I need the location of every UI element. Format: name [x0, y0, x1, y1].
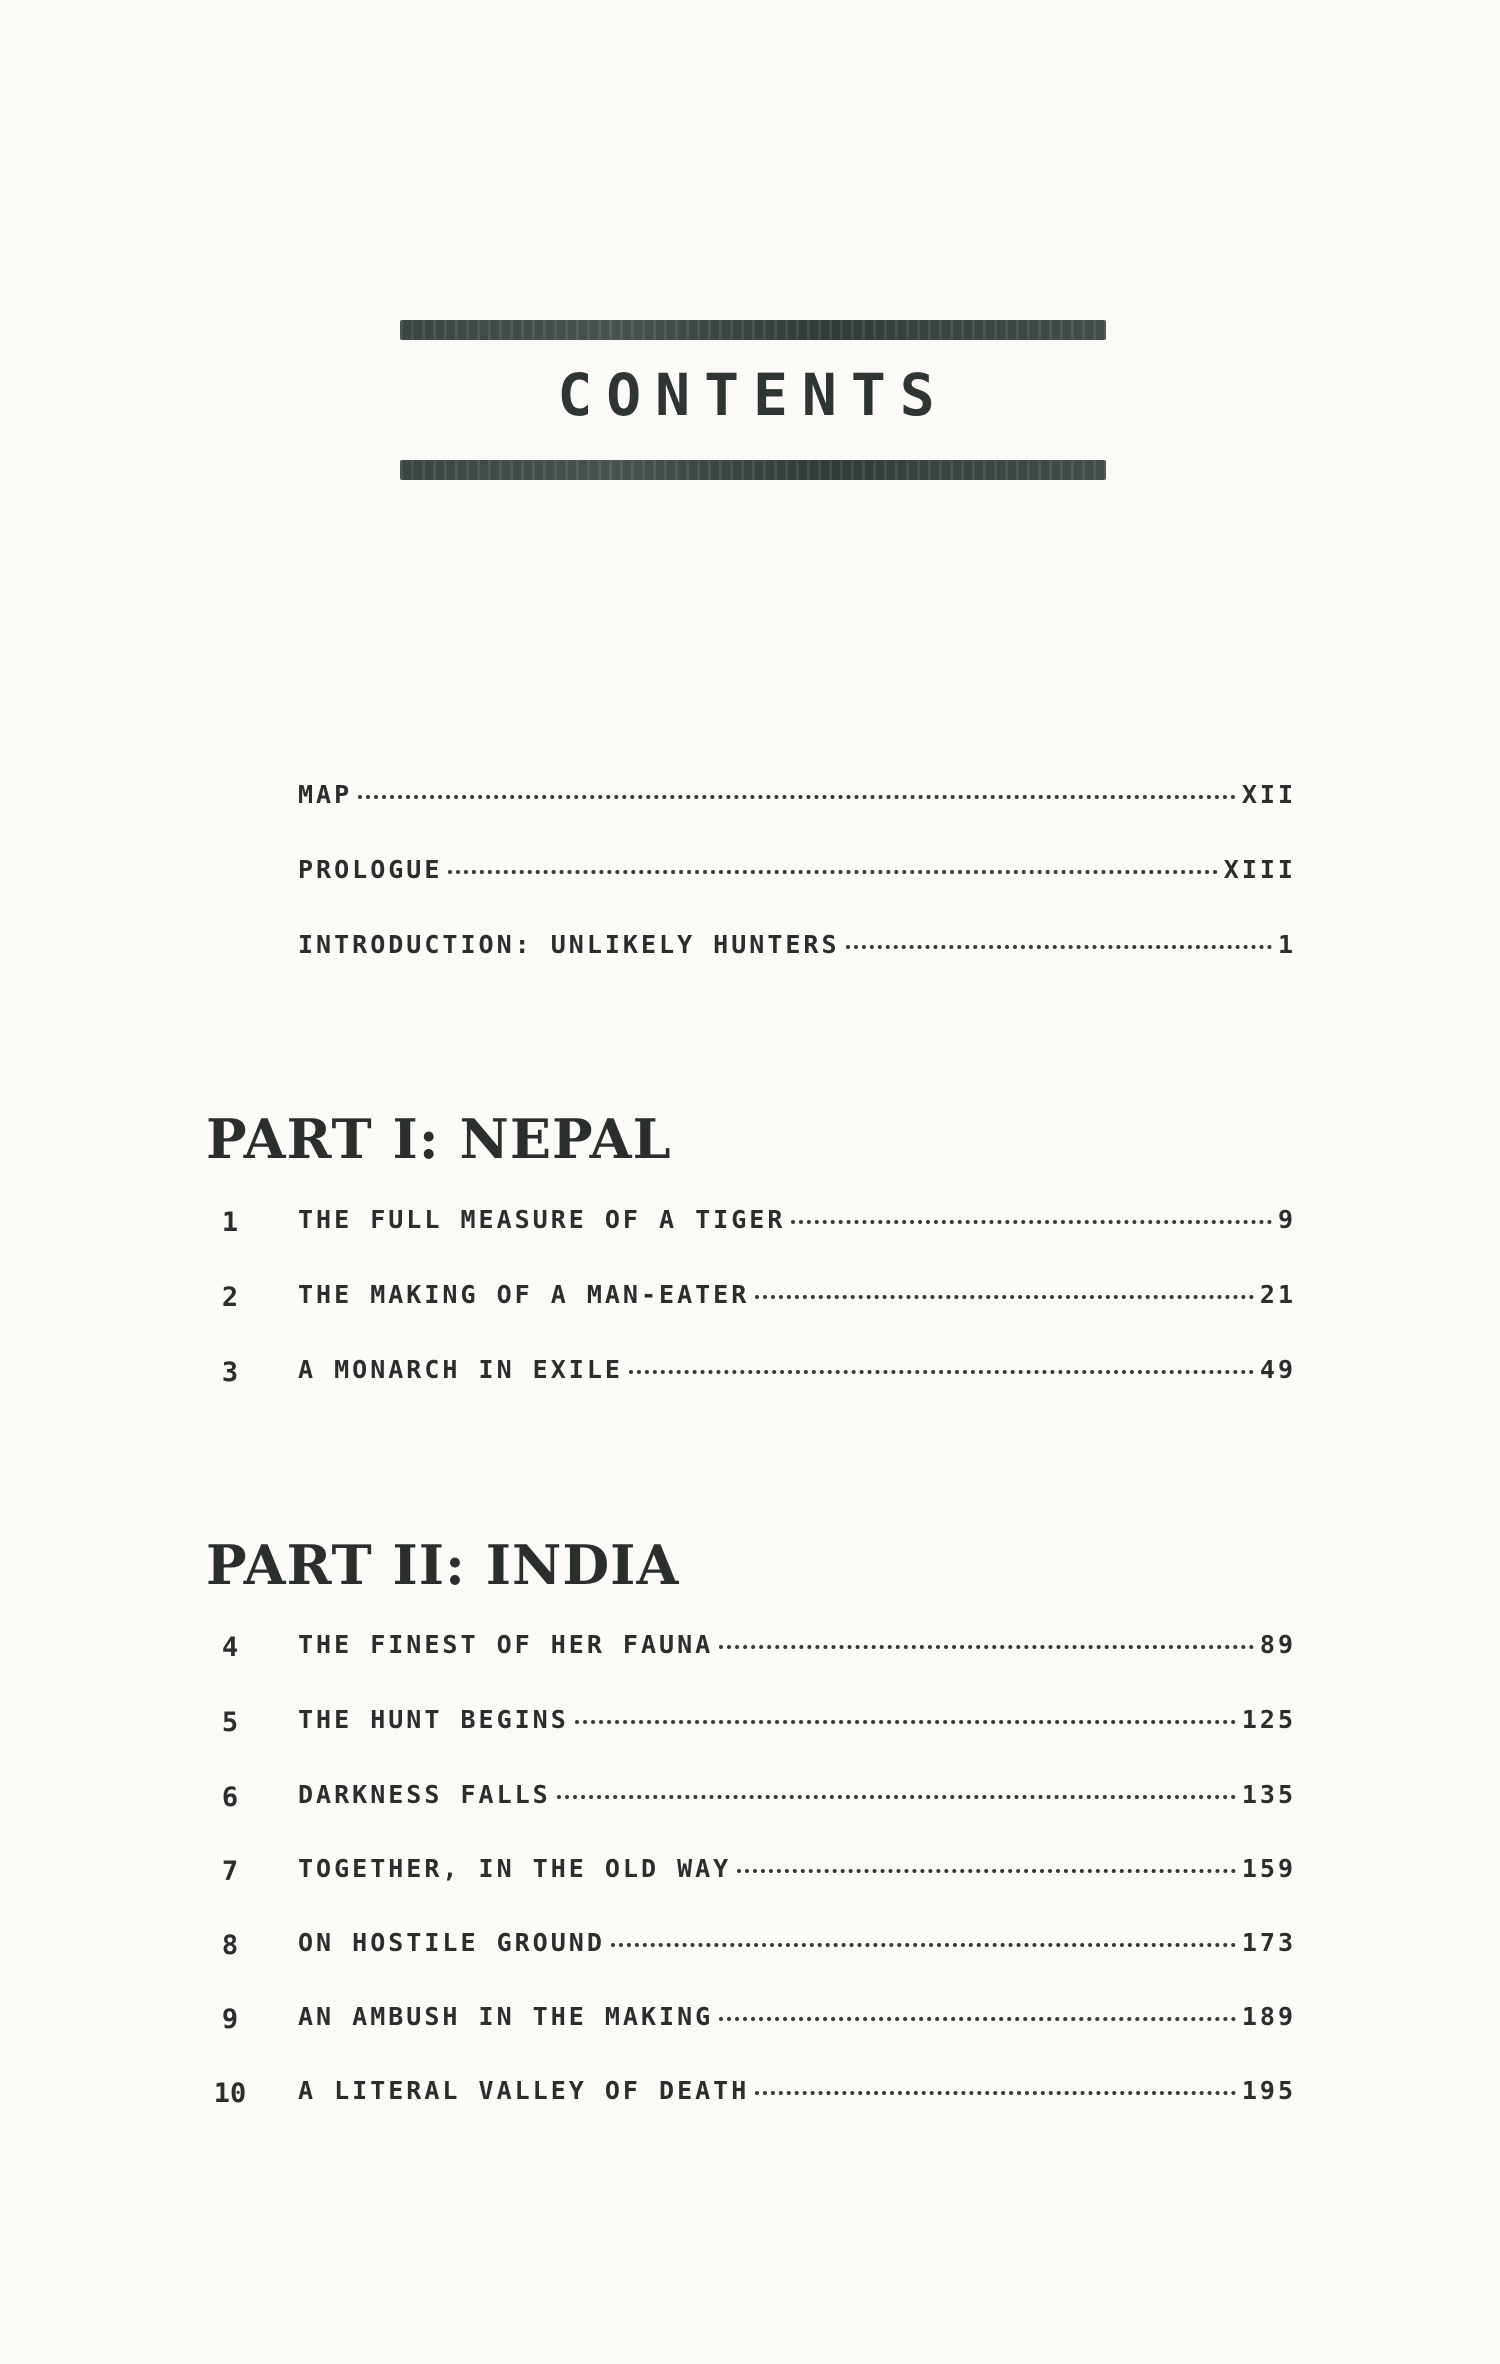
dot-leader — [719, 2017, 1236, 2021]
dot-leader — [358, 795, 1236, 799]
entry-label: THE FULL MEASURE OF A TIGER — [298, 1205, 786, 1234]
dot-leader — [629, 1370, 1254, 1374]
entry-label: THE MAKING OF A MAN-EATER — [298, 1280, 750, 1309]
entry-label: A LITERAL VALLEY OF DEATH — [298, 2076, 750, 2105]
chapter-number: 1 — [221, 1207, 239, 1238]
entry-label: ON HOSTILE GROUND — [298, 1928, 605, 1957]
dot-leader — [755, 1295, 1254, 1299]
entry-page: 195 — [1241, 2076, 1296, 2105]
toc-entry-chapter-9 — [298, 2002, 1296, 2042]
toc-entry-map — [298, 780, 1296, 820]
dot-leader — [448, 870, 1217, 874]
chapter-number: 2 — [221, 1282, 239, 1313]
toc-entry-chapter-6 — [298, 1780, 1296, 1820]
toc-entry-prologue — [298, 855, 1296, 895]
entry-page: XII — [1241, 780, 1296, 809]
toc-entry-chapter-1 — [298, 1205, 1296, 1245]
dot-leader — [719, 1645, 1254, 1649]
part-heading-1: PART I: NEPAL — [206, 1107, 672, 1171]
dot-leader — [791, 1220, 1272, 1224]
entry-page: 173 — [1241, 1928, 1296, 1957]
dot-leader — [846, 945, 1272, 949]
entry-page: 125 — [1241, 1705, 1296, 1734]
dot-leader — [611, 1943, 1236, 1947]
entry-page: 189 — [1241, 2002, 1296, 2031]
bottom-rule — [400, 460, 1106, 480]
entry-label: THE FINEST OF HER FAUNA — [298, 1630, 714, 1659]
dot-leader — [557, 1795, 1236, 1799]
entry-page: 135 — [1241, 1780, 1296, 1809]
toc-entry-chapter-7 — [298, 1854, 1296, 1894]
entry-label: MAP — [298, 780, 353, 809]
toc-entry-chapter-2 — [298, 1280, 1296, 1320]
dot-leader — [737, 1869, 1236, 1873]
chapter-number: 10 — [213, 2078, 247, 2109]
entry-label: PROLOGUE — [298, 855, 443, 884]
entry-page: 49 — [1259, 1355, 1296, 1384]
toc-entry-chapter-5 — [298, 1705, 1296, 1745]
toc-entry-chapter-3 — [298, 1355, 1296, 1395]
entry-page: XIII — [1223, 855, 1296, 884]
page-title: CONTENTS — [557, 361, 949, 429]
chapter-number: 4 — [221, 1632, 239, 1663]
entry-page: 21 — [1259, 1280, 1296, 1309]
part-heading-2: PART II: INDIA — [206, 1533, 680, 1597]
chapter-number: 8 — [221, 1930, 239, 1961]
chapter-number: 5 — [221, 1707, 239, 1738]
entry-page: 1 — [1277, 930, 1296, 959]
dot-leader — [755, 2091, 1236, 2095]
toc-entry-chapter-4 — [298, 1630, 1296, 1670]
toc-entry-chapter-10 — [298, 2076, 1296, 2116]
entry-label: THE HUNT BEGINS — [298, 1705, 569, 1734]
chapter-number: 6 — [221, 1782, 239, 1813]
entry-label: AN AMBUSH IN THE MAKING — [298, 2002, 714, 2031]
chapter-number: 3 — [221, 1357, 239, 1388]
toc-entry-chapter-8 — [298, 1928, 1296, 1968]
top-rule — [400, 320, 1106, 340]
entry-label: DARKNESS FALLS — [298, 1780, 551, 1809]
chapter-number: 7 — [221, 1856, 239, 1887]
entry-label: INTRODUCTION: UNLIKELY HUNTERS — [298, 930, 840, 959]
entry-label: TOGETHER, IN THE OLD WAY — [298, 1854, 732, 1883]
chapter-number: 9 — [221, 2004, 239, 2035]
entry-page: 89 — [1259, 1630, 1296, 1659]
entry-page: 159 — [1241, 1854, 1296, 1883]
entry-label: A MONARCH IN EXILE — [298, 1355, 623, 1384]
entry-page: 9 — [1277, 1205, 1296, 1234]
toc-entry-introduction — [298, 930, 1296, 970]
dot-leader — [575, 1720, 1236, 1724]
